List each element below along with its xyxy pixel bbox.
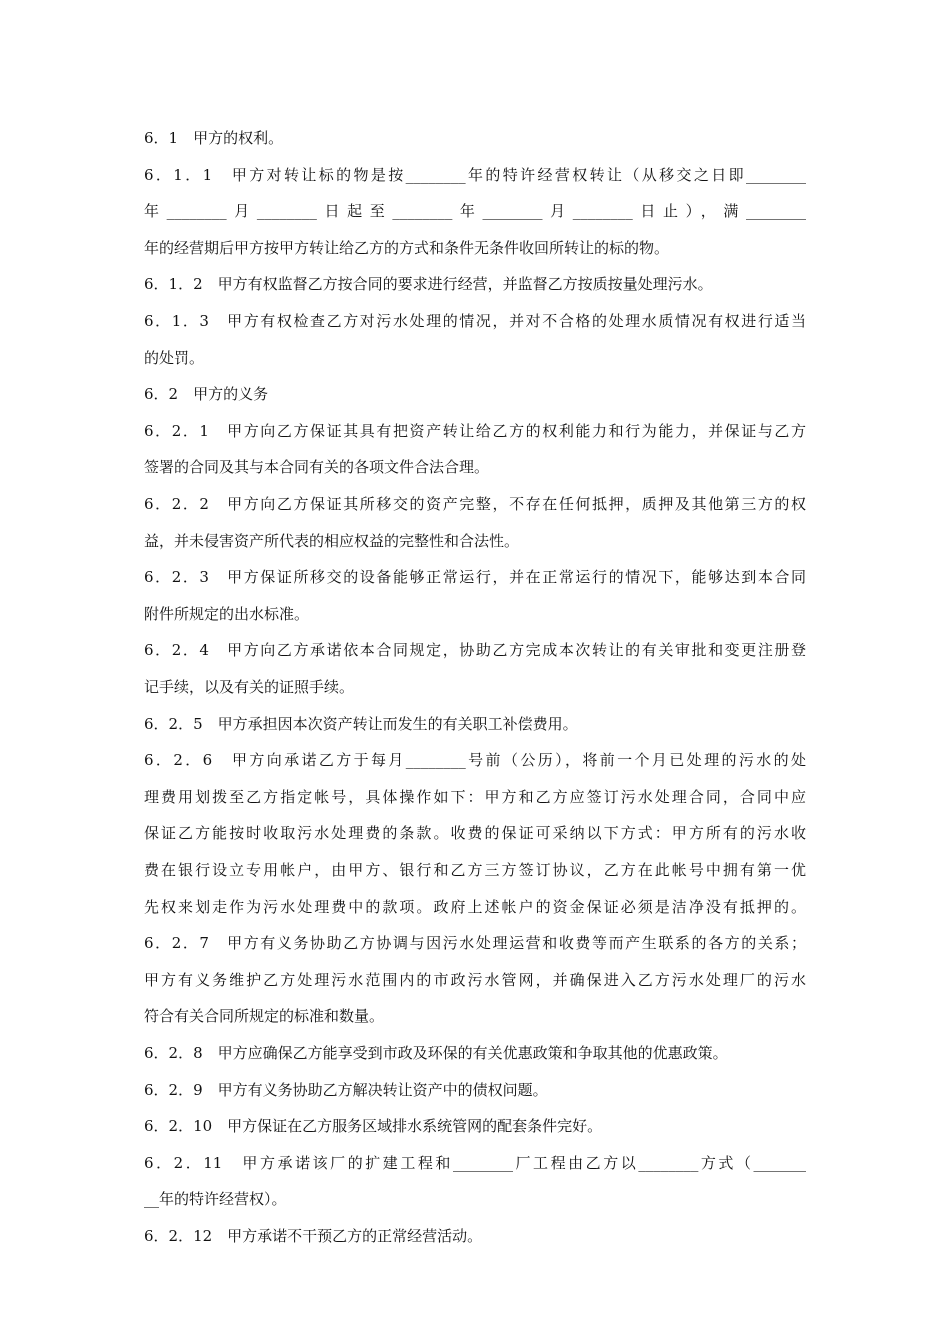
text-line: 的处罚。 [144,348,205,367]
text-line: 记手续，以及有关的证照手续。 [144,678,355,696]
text-line: 理费用划拨至乙方指定帐号，具体操作如下：甲方和乙方应签订污水处理合同，合同中应 [144,787,806,806]
text-line: 6．2．10 甲方保证在乙方服务区域排水系统管网的配套条件完好。 [144,1117,603,1136]
text-line: 6．2．3 甲方保证所移交的设备能够正常运行，并在正常运行的情况下，能够达到本合同 [144,568,806,587]
text-line: 附件所规定的出水标准。 [144,604,310,623]
text-line: 保证乙方能按时收取污水处理费的条款。收费的保证可采纳以下方式：甲方所有的污水收 [144,824,806,843]
text-line: 6．1 甲方的权利。 [144,129,284,147]
text-line: 先权来划走作为污水处理费中的款项。政府上述帐户的资金保证必须是洁净没有抵押的。 [144,897,806,916]
text-line: 6．2 甲方的义务 [144,385,269,404]
text-line: __年的特许经营权）。 [144,1190,287,1209]
text-line: 符合有关合同所规定的标准和数量。 [144,1007,385,1026]
text-line: 年________月________日起至________年________月________日止），满________ [144,202,806,221]
text-line: 6．1．1 甲方对转让标的物是按________年的特许经营权转让（从移交之日即________ [144,165,806,184]
text-line: 6．1．2 甲方有权监督乙方按合同的要求进行经营，并监督乙方按质按量处理污水。 [144,275,713,294]
text-line: 6．2．11 甲方承诺该厂的扩建工程和________厂工程由乙方以________方式（_______ [144,1153,806,1172]
text-line: 6．2．4 甲方向乙方承诺依本合同规定，协助乙方完成本次转让的有关审批和变更注册登 [144,641,806,660]
text-line: 6．1．3 甲方有权检查乙方对污水处理的情况，并对不合格的处理水质情况有权进行适当 [144,312,806,330]
text-line: 6．2．5 甲方承担因本次资产转让而发生的有关职工补偿费用。 [144,714,578,733]
text-line: 年的经营期后甲方按甲方转让给乙方的方式和条件无条件收回所转让的标的物。 [144,238,670,257]
text-line: 6．2．8 甲方应确保乙方能享受到市政及环保的有关优惠政策和争取其他的优惠政策。 [144,1044,728,1062]
text-line: 6．2．2 甲方向乙方保证其所移交的资产完整，不存在任何抵押，质押及其他第三方的权 [144,495,806,513]
text-line: 甲方有义务维护乙方处理污水范围内的市政污水管网，并确保进入乙方污水处理厂的污水 [144,970,806,989]
text-line: 6．2．7 甲方有义务协助乙方协调与因污水处理运营和收费等而产生联系的各方的关系； [144,934,806,953]
text-line: 6．2．9 甲方有义务协助乙方解决转让资产中的债权问题。 [144,1080,548,1099]
text-line: 6．2．6 甲方向承诺乙方于每月________号前（公历），将前一个月已处理的污水的处 [144,751,806,770]
text-line: 签署的合同及其与本合同有关的各项文件合法合理。 [144,458,490,477]
text-line: 益，并未侵害资产所代表的相应权益的完整性和合法性。 [144,531,520,550]
text-line: 6．2．1 甲方向乙方保证其具有把资产转让给乙方的权利能力和行为能力，并保证与乙方 [144,421,806,440]
text-line: 费在银行设立专用帐户，由甲方、银行和乙方三方签订协议，乙方在此帐号中拥有第一优 [144,861,806,879]
text-line: 6．2．12 甲方承诺不干预乙方的正常经营活动。 [144,1227,483,1245]
